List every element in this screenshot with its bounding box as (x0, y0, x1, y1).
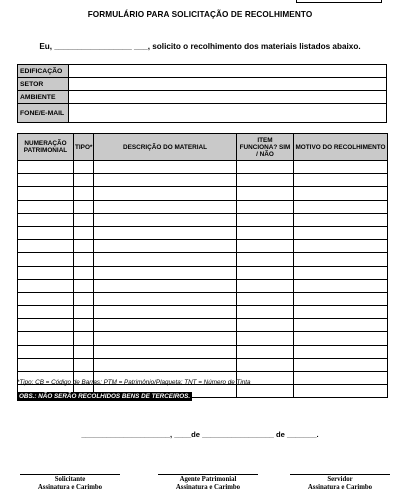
table-cell[interactable] (74, 200, 94, 213)
signature-role: Agente Patrimonial (179, 476, 237, 483)
table-cell[interactable] (294, 292, 388, 305)
form-title: FORMULÁRIO PARA SOLICITAÇÃO DE RECOLHIMENTO (87, 10, 313, 19)
table-cell[interactable] (237, 161, 294, 174)
table-cell[interactable] (18, 161, 74, 174)
table-cell[interactable] (18, 319, 74, 332)
table-cell[interactable] (74, 345, 94, 358)
table-cell[interactable] (94, 187, 237, 200)
table-cell[interactable] (294, 187, 388, 200)
header-funciona: ITEM FUNCIONA? SIM / NÃO (237, 134, 294, 161)
table-cell[interactable] (74, 161, 94, 174)
info-field-edificacao[interactable] (69, 65, 387, 78)
table-cell[interactable] (74, 174, 94, 187)
table-row (18, 319, 388, 332)
table-cell[interactable] (18, 213, 74, 226)
info-label-edificacao: EDIFICAÇÃO (18, 65, 69, 78)
table-cell[interactable] (74, 306, 94, 319)
table-cell[interactable] (237, 213, 294, 226)
table-cell[interactable] (294, 345, 388, 358)
table-cell[interactable] (294, 200, 388, 213)
table-cell[interactable] (94, 200, 237, 213)
table-row (18, 240, 388, 253)
table-cell[interactable] (294, 253, 388, 266)
type-footnote: *Tipo: CB = Código de Barras; PTM = Patrimônio/Plaqueta; TNT = Número de Tinta (17, 379, 251, 386)
table-cell[interactable] (94, 266, 237, 279)
table-cell[interactable] (18, 332, 74, 345)
table-cell[interactable] (294, 332, 388, 345)
table-cell[interactable] (237, 253, 294, 266)
table-cell[interactable] (94, 345, 237, 358)
table-row (18, 306, 388, 319)
table-row (18, 332, 388, 345)
table-cell[interactable] (294, 266, 388, 279)
table-row (18, 358, 388, 371)
table-cell[interactable] (18, 292, 74, 305)
info-label-ambiente: AMBIENTE (18, 91, 69, 104)
info-field-contato[interactable] (69, 104, 387, 123)
table-row (18, 266, 388, 279)
table-cell[interactable] (237, 319, 294, 332)
table-cell[interactable] (18, 200, 74, 213)
warning-note: OBS.: NÃO SERÃO RECOLHIDOS BENS DE TERCEIROS. (19, 393, 191, 400)
table-cell[interactable] (94, 319, 237, 332)
table-cell[interactable] (74, 358, 94, 371)
signature-servidor[interactable] (290, 474, 390, 492)
info-field-ambiente[interactable] (69, 91, 387, 104)
materials-body (18, 161, 388, 398)
table-cell[interactable] (294, 161, 388, 174)
table-cell[interactable] (94, 253, 237, 266)
info-field-setor[interactable] (69, 78, 387, 91)
table-cell[interactable] (294, 358, 388, 371)
table-cell[interactable] (74, 187, 94, 200)
header-motivo: MOTIVO DO RECOLHIMENTO (294, 134, 388, 161)
table-cell[interactable] (74, 319, 94, 332)
location-info-table (17, 64, 387, 123)
info-label-contato: FONE/E-MAIL (18, 104, 69, 123)
table-cell[interactable] (18, 266, 74, 279)
table-cell[interactable] (18, 174, 74, 187)
table-cell[interactable] (18, 358, 74, 371)
declaration-line[interactable]: Eu, _________________ ___, solicito o recolhimento dos materiais listados abaixo. (39, 42, 361, 51)
table-cell[interactable] (294, 240, 388, 253)
table-row (18, 200, 388, 213)
table-cell[interactable] (237, 200, 294, 213)
materials-table (17, 133, 388, 398)
table-cell[interactable] (74, 253, 94, 266)
table-cell[interactable] (237, 332, 294, 345)
signature-sub: Assinatura e Carimbo (37, 484, 103, 491)
table-row (18, 226, 388, 239)
table-cell[interactable] (237, 187, 294, 200)
table-cell[interactable] (237, 240, 294, 253)
signature-sub: Assinatura e Carimbo (175, 484, 241, 491)
table-cell[interactable] (237, 279, 294, 292)
table-cell[interactable] (74, 279, 94, 292)
table-cell[interactable] (294, 306, 388, 319)
table-cell[interactable] (294, 385, 388, 398)
table-cell[interactable] (18, 306, 74, 319)
info-label-setor: SETOR (18, 78, 69, 91)
table-row (18, 253, 388, 266)
table-cell[interactable] (237, 226, 294, 239)
signature-agente[interactable] (158, 474, 258, 492)
table-row (18, 187, 388, 200)
table-cell[interactable] (294, 372, 388, 385)
info-row-setor (18, 78, 387, 91)
table-cell[interactable] (74, 292, 94, 305)
table-cell[interactable] (74, 226, 94, 239)
info-row-contato (18, 104, 387, 123)
table-cell[interactable] (18, 240, 74, 253)
table-row (18, 292, 388, 305)
info-row-edificacao (18, 65, 387, 78)
table-cell[interactable] (94, 292, 237, 305)
table-cell[interactable] (237, 358, 294, 371)
table-cell[interactable] (94, 358, 237, 371)
table-row (18, 213, 388, 226)
table-cell[interactable] (74, 213, 94, 226)
table-row (18, 345, 388, 358)
table-row (18, 279, 388, 292)
table-row (18, 174, 388, 187)
table-cell[interactable] (18, 279, 74, 292)
table-cell[interactable] (294, 213, 388, 226)
table-cell[interactable] (18, 345, 74, 358)
table-cell[interactable] (74, 266, 94, 279)
table-cell[interactable] (94, 161, 237, 174)
table-cell[interactable] (94, 279, 237, 292)
table-cell[interactable] (237, 306, 294, 319)
table-cell[interactable] (94, 174, 237, 187)
table-cell[interactable] (294, 174, 388, 187)
table-cell[interactable] (94, 226, 237, 239)
table-row (18, 161, 388, 174)
table-cell[interactable] (237, 345, 294, 358)
info-row-ambiente (18, 91, 387, 104)
table-cell[interactable] (294, 319, 388, 332)
materials-header-row (18, 134, 388, 161)
signature-sub: Assinatura e Carimbo (307, 484, 373, 491)
signature-role: Servidor (327, 476, 353, 483)
table-cell[interactable] (94, 240, 237, 253)
table-cell[interactable] (237, 266, 294, 279)
header-descricao: DESCRIÇÃO DO MATERIAL (94, 134, 237, 161)
table-cell[interactable] (18, 226, 74, 239)
signature-solicitante[interactable] (20, 474, 120, 492)
table-cell[interactable] (237, 385, 294, 398)
table-cell[interactable] (94, 213, 237, 226)
header-tipo: TIPO* (74, 134, 94, 161)
table-cell[interactable] (94, 306, 237, 319)
table-cell[interactable] (237, 174, 294, 187)
header-numeracao: NUMERAÇÃO PATRIMONIAL (18, 134, 74, 161)
table-cell[interactable] (18, 187, 74, 200)
signature-role: Solicitante (54, 476, 86, 483)
table-cell[interactable] (74, 332, 94, 345)
date-line[interactable]: _____________________, ____de _________________ de _______. (81, 430, 319, 439)
table-cell[interactable] (74, 240, 94, 253)
table-cell[interactable] (237, 292, 294, 305)
table-cell[interactable] (294, 279, 388, 292)
table-cell[interactable] (294, 226, 388, 239)
table-cell[interactable] (94, 332, 237, 345)
table-cell[interactable] (18, 253, 74, 266)
header-box (296, 0, 382, 3)
